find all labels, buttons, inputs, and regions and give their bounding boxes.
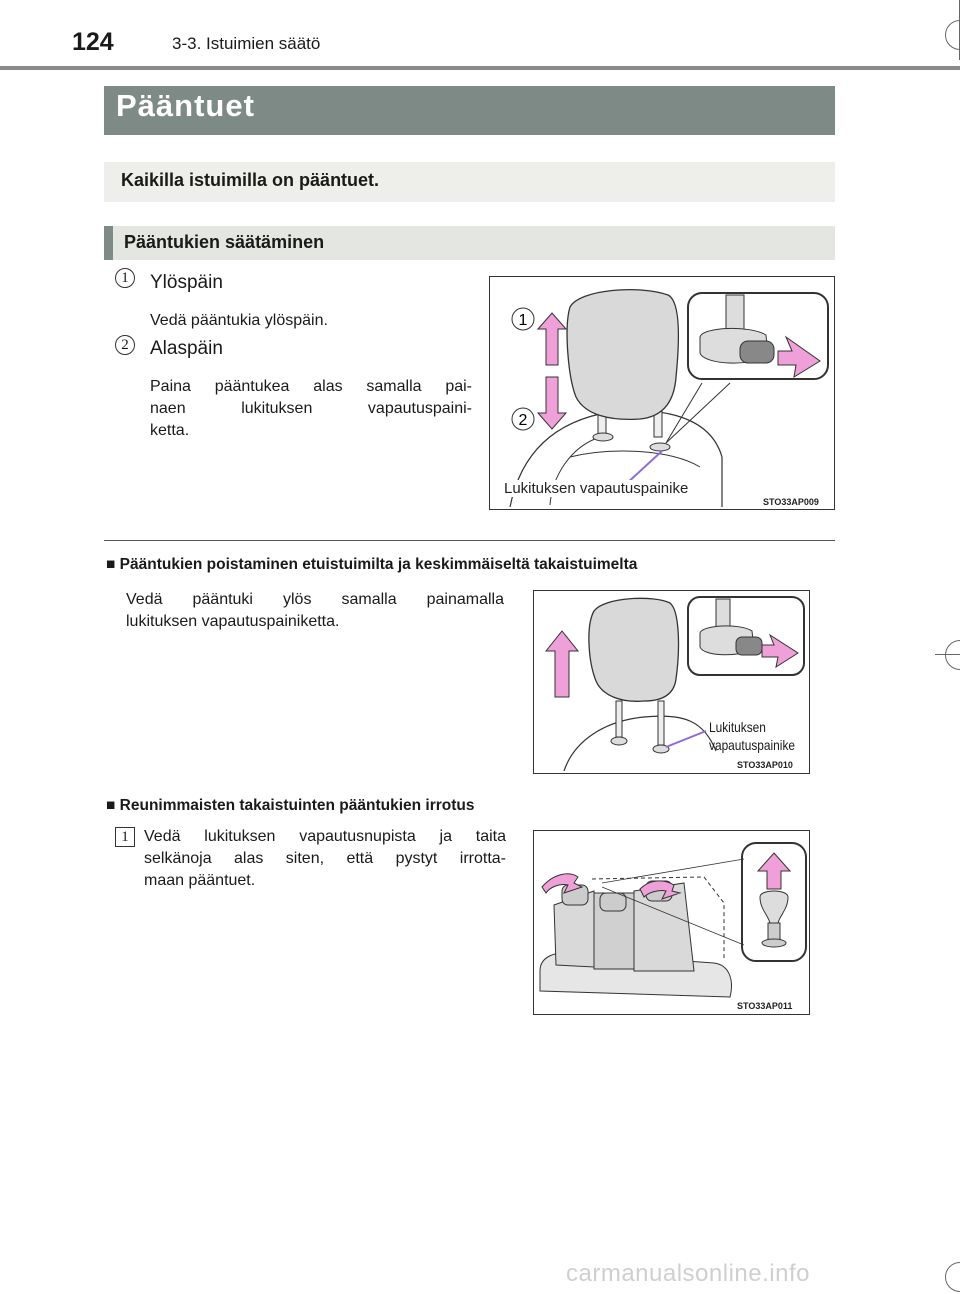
crop-mark-middle-right — [945, 640, 960, 670]
step-2-title: Alaspäin — [150, 338, 223, 359]
step-number-2: 2 — [115, 335, 135, 355]
step-2-text — [150, 376, 472, 442]
section-title: 3-3. Istuimien säätö — [172, 34, 321, 53]
figure-rear-seat-fold — [533, 830, 810, 1015]
section-3-heading — [106, 797, 475, 815]
figure-headrest-adjust — [489, 276, 835, 510]
figure-label-release-button: Lukituksen vapautuspainike — [504, 480, 689, 497]
text-line: naen lukituksen vapautuspaini- — [150, 400, 472, 417]
figure-label-release-button — [709, 718, 795, 754]
crop-mark-bottom-right — [945, 1262, 960, 1292]
figure-code: STO33AP009 — [763, 497, 819, 507]
step-number-1: 1 — [115, 268, 135, 288]
text-line: ketta. — [150, 422, 190, 439]
text-line: lukituksen vapautuspainiketta. — [126, 613, 340, 630]
section-2-heading — [106, 556, 637, 574]
section-3-heading-text: Reunimmaisten takaistuinten pääntukien irrotus — [119, 797, 475, 814]
watermark: carmanualsonline.info — [566, 1260, 810, 1287]
square-bullet-icon: ■ — [106, 556, 120, 573]
figure-code: STO33AP010 — [737, 760, 793, 770]
text-line: selkänoja alas siten, että pystyt irrotta- — [144, 850, 506, 867]
crop-mark-top-right — [945, 20, 960, 50]
page-title: Pääntuet — [116, 88, 255, 123]
step-number-square: 1 — [115, 827, 135, 847]
header-rule — [0, 66, 960, 70]
step-1-title: Ylöspäin — [150, 272, 223, 293]
page-number: 124 — [72, 28, 114, 56]
subsection-stripe — [104, 226, 113, 260]
text-line: maan pääntuet. — [144, 872, 256, 889]
text-line: Vedä lukituksen vapautusnupista ja taita — [144, 828, 506, 845]
intro-text: Kaikilla istuimilla on pääntuet. — [121, 170, 380, 190]
crop-line — [935, 654, 960, 655]
figure-marker: 1 — [518, 312, 528, 329]
figure-label-line: Lukituksen — [709, 719, 766, 735]
section-2-text — [126, 589, 504, 633]
figure-headrest-remove-front — [533, 590, 810, 774]
figure-marker: 2 — [518, 412, 528, 429]
square-bullet-icon: ■ — [106, 797, 120, 814]
headrest-illustration — [490, 277, 834, 509]
text-line: Paina pääntukea alas samalla pai- — [150, 378, 472, 395]
subsection-title: Pääntukien säätäminen — [124, 232, 325, 252]
figure-code: STO33AP011 — [737, 1001, 793, 1011]
step-1-text: Vedä pääntukia ylöspäin. — [150, 312, 328, 329]
text-line: Vedä pääntuki ylös samalla painamalla — [126, 591, 504, 608]
rear-seat-illustration — [534, 831, 809, 1014]
divider — [104, 540, 835, 541]
section-3-text — [144, 826, 506, 892]
figure-label-line: vapautuspainike — [709, 737, 796, 753]
section-2-heading-text: Pääntukien poistaminen etuistuimilta ja keskimmäiseltä takaistuimelta — [119, 556, 638, 573]
